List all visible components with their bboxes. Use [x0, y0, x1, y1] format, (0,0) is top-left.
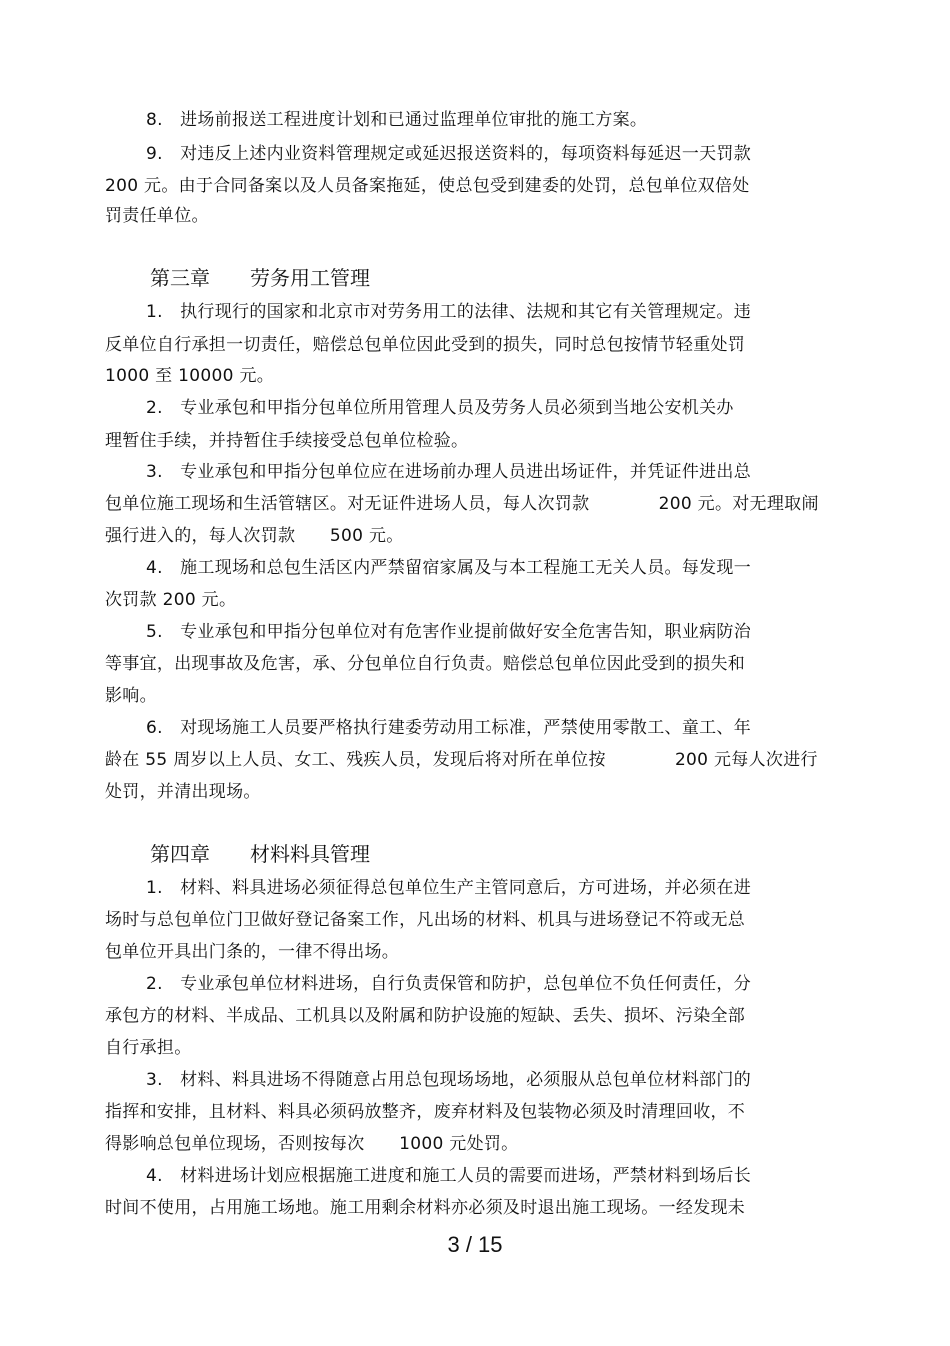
chapter-heading: 第三章 劳务用工管理 — [150, 266, 370, 290]
paragraph-line: 包单位开具出门条的，一律不得出场。 — [105, 942, 400, 962]
paragraph-line: 2. 专业承包单位材料进场，自行负责保管和防护，总包单位不负任何责任，分 — [146, 974, 752, 994]
chapter-heading: 第四章 材料料具管理 — [150, 842, 370, 866]
paragraph-line: 强行进入的，每人次罚款 500 元。 — [105, 526, 404, 546]
paragraph-line: 反单位自行承担一切责任，赔偿总包单位因此受到的损失，同时总包按情节轻重处罚 — [105, 335, 746, 355]
paragraph-line: 4. 施工现场和总包生活区内严禁留宿家属及与本工程施工无关人员。每发现一 — [146, 558, 752, 578]
page-number: 3 / 15 — [447, 1232, 503, 1257]
paragraph-line: 包单位施工现场和生活管辖区。对无证件进场人员，每人次罚款 200 元。对无理取闹 — [105, 494, 819, 514]
paragraph-line: 等事宜，出现事故及危害，承、分包单位自行负责。赔偿总包单位因此受到的损失和 — [105, 654, 746, 674]
paragraph-line: 8. 进场前报送工程进度计划和已通过监理单位审批的施工方案。 — [146, 110, 648, 130]
paragraph-line: 龄在 55 周岁以上人员、女工、残疾人员，发现后将对所在单位按 200 元每人次进行 — [105, 750, 818, 770]
paragraph-line: 200 元。由于合同备案以及人员备案拖延，使总包受到建委的处罚，总包单位双倍处 — [105, 176, 750, 196]
paragraph-line: 时间不使用，占用施工场地。施工用剩余材料亦必须及时退出施工现场。一经发现未 — [105, 1198, 746, 1218]
paragraph-line: 承包方的材料、半成品、工机具以及附属和防护设施的短缺、丢失、损坏、污染全部 — [105, 1006, 746, 1026]
paragraph-line: 影响。 — [105, 686, 157, 706]
paragraph-line: 4. 材料进场计划应根据施工进度和施工人员的需要而进场，严禁材料到场后长 — [146, 1166, 752, 1186]
paragraph-line: 5. 专业承包和甲指分包单位对有危害作业提前做好安全危害告知，职业病防治 — [146, 622, 752, 642]
paragraph-line: 自行承担。 — [105, 1038, 192, 1058]
paragraph-line: 处罚，并清出现场。 — [105, 782, 261, 802]
paragraph-line: 3. 材料、料具进场不得随意占用总包现场场地，必须服从总包单位材料部门的 — [146, 1070, 752, 1090]
paragraph-line: 场时与总包单位门卫做好登记备案工作，凡出场的材料、机具与进场登记不符或无总 — [105, 910, 746, 930]
paragraph-line: 得影响总包单位现场，否则按每次 1000 元处罚。 — [105, 1134, 519, 1154]
paragraph-line: 1. 材料、料具进场必须征得总包单位生产主管同意后，方可进场，并必须在进 — [146, 878, 752, 898]
paragraph-line: 指挥和安排，且材料、料具必须码放整齐，废弃材料及包装物必须及时清理回收，不 — [105, 1102, 746, 1122]
paragraph-line: 2. 专业承包和甲指分包单位所用管理人员及劳务人员必须到当地公安机关办 — [146, 398, 734, 418]
paragraph-line: 3. 专业承包和甲指分包单位应在进场前办理人员进出场证件，并凭证件进出总 — [146, 462, 752, 482]
paragraph-line: 9. 对违反上述内业资料管理规定或延迟报送资料的，每项资料每延迟一天罚款 — [146, 144, 752, 164]
paragraph-line: 1000 至 10000 元。 — [105, 366, 275, 386]
paragraph-line: 理暂住手续，并持暂住手续接受总包单位检验。 — [105, 431, 469, 451]
paragraph-line: 罚责任单位。 — [105, 206, 209, 226]
paragraph-line: 次罚款 200 元。 — [105, 590, 237, 610]
paragraph-line: 6. 对现场施工人员要严格执行建委劳动用工标准，严禁使用零散工、童工、年 — [146, 718, 752, 738]
paragraph-line: 1. 执行现行的国家和北京市对劳务用工的法律、法规和其它有关管理规定。违 — [146, 302, 752, 322]
